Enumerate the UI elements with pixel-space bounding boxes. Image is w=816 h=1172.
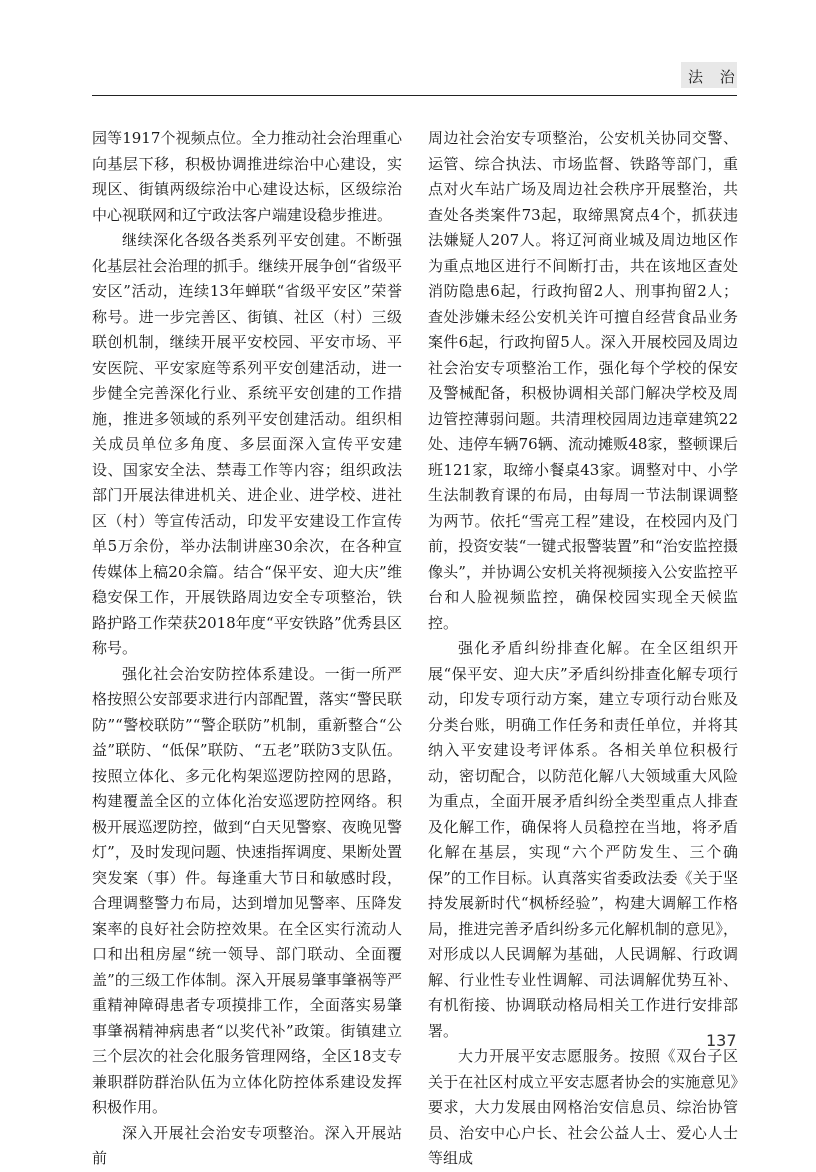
paragraph: 强化社会治安防控体系建设。一街一所严格按照公安部要求进行内部配置，落实“警民联防”“警校联防”“警企联防”机制，重新整合“公益”联防、“低保”联防、“五老”联防3支队伍。按照立体化、多元化构架巡逻防控网的思路，构建覆盖全区的立体化治安巡逻防控网络。积极开展巡逻防控，做到“白天见警察、夜晚见警灯”，及时发现问题、快速指挥调度、果断处置突发案（事）件。每逢重大节日和敏感时段，合理调整警力布局，达到增加见警率、压降发案率的良好社会防控效果。在全区实行流动人口和出租房屋“统一领导、部门联动、全面覆盖”的三级工作体制。深入开展易肇事肇祸等严重精神障碍患者专项摸排工作，全面落实易肇事肇祸精神病患者“以奖代补”政策。街镇建立三个层次的社会化服务管理网络，全区18支专兼职群防群治队伍为立体化防控体系建设发挥积极作用。 (92, 664, 402, 1116)
paragraph: 深入开展社会治安专项整治。深入开展站前 (92, 1123, 402, 1167)
paragraph: 园等1917个视频点位。全力推动社会治理重心向基层下移，积极协调推进综治中心建设，实现区、街镇两级综治中心建设达标，区级综治中心视联网和辽宁政法客户端建设稳步推进。 (92, 129, 402, 224)
page-number: 137 (706, 1031, 737, 1050)
paragraph: 强化矛盾纠纷排查化解。在全区组织开展“保平安、迎大庆”矛盾纠纷排查化解专项行动，印发专项行动方案，建立专项行动台账及分类台账，明确工作任务和责任单位，并将其纳入平安建设考评体系。各相关单位积极行动，密切配合，以防范化解八大领域重大风险为重点，全面开展矛盾纠纷全类型重点人排查及化解工作，确保将人员稳控在当地，将矛盾化解在基层，实现“六个严防发生、三个确保”的工作目标。认真落实省委政法委《关于坚持发展新时代“枫桥经验”，构建大调解工作格局，推进完善矛盾纠纷多元化解机制的意见》，对形成以人民调解为基础，人民调解、行政调解、行业性专业性调解、司法调解优势互补、有机衔接、协调联动格局相关工作进行安排部署。 (428, 639, 738, 1040)
page-header (0, 62, 816, 98)
right-column (428, 126, 738, 1172)
section-title: 法 治 (688, 68, 741, 86)
left-column (92, 126, 402, 1172)
paragraph: 继续深化各级各类系列平安创建。不断强化基层社会治理的抓手。继续开展争创“省级平安区”活动，连续13年蝉联“省级平安区”荣誉称号。进一步完善区、街镇、社区（村）三级联创机制，继续开展平安校园、平安市场、平安医院、平安家庭等系列平安创建活动，进一步健全完善深化行业、系统平安创建的工作措施，推进多领域的系列平安创建活动。组织相关成员单位多角度、多层面深入宣传平安建设、国家安全法、禁毒工作等内容；组织政法部门开展法律进机关、进企业、进学校、进社区（村）等宣传活动，印发平安建设工作宣传单5万余份，举办法制讲座30余次，在各种宣传媒体上稿20余篇。结合“保平安、迎大庆”维稳安保工作，开展铁路周边安全专项整治，铁路护路工作荣获2018年度“平安铁路”优秀县区称号。 (92, 231, 402, 657)
paragraph: 大力开展平安志愿服务。按照《双台子区关于在社区村成立平安志愿者协会的实施意见》要求，大力发展由网格治安信息员、综治协管员、治安中心户长、社会公益人士、爱心人士等组成 (428, 1047, 738, 1167)
header-rule (92, 95, 737, 96)
paragraph: 周边社会治安专项整治，公安机关协同交警、运管、综合执法、市场监督、铁路等部门，重点对火车站广场及周边社会秩序开展整治，共查处各类案件73起，取缔黑窝点4个，抓获违法嫌疑人207人。将辽河商业城及周边地区作为重点地区进行不间断打击，共在该地区查处消防隐患6起，行政拘留2人、刑事拘留2人；查处涉嫌未经公安机关许可擅自经营食品业务案件6起，行政拘留5人。深入开展校园及周边社会治安专项整治工作，强化每个学校的保安及警械配备，积极协调相关部门解决学校及周边管控薄弱问题。共清理校园周边违章建筑22处、违停车辆76辆、流动摊贩48家，整顿课后班121家，取缔小餐桌43家。调整对中、小学生法制教育课的布局，由每周一节法制课调整为两节。依托“雪亮工程”建设，在校园内及门前，投资安装“一键式报警装置”和“治安监控摄像头”，并协调公安机关将视频接入公安监控平台和人脸视频监控，确保校园实现全天候监控。 (428, 129, 738, 632)
